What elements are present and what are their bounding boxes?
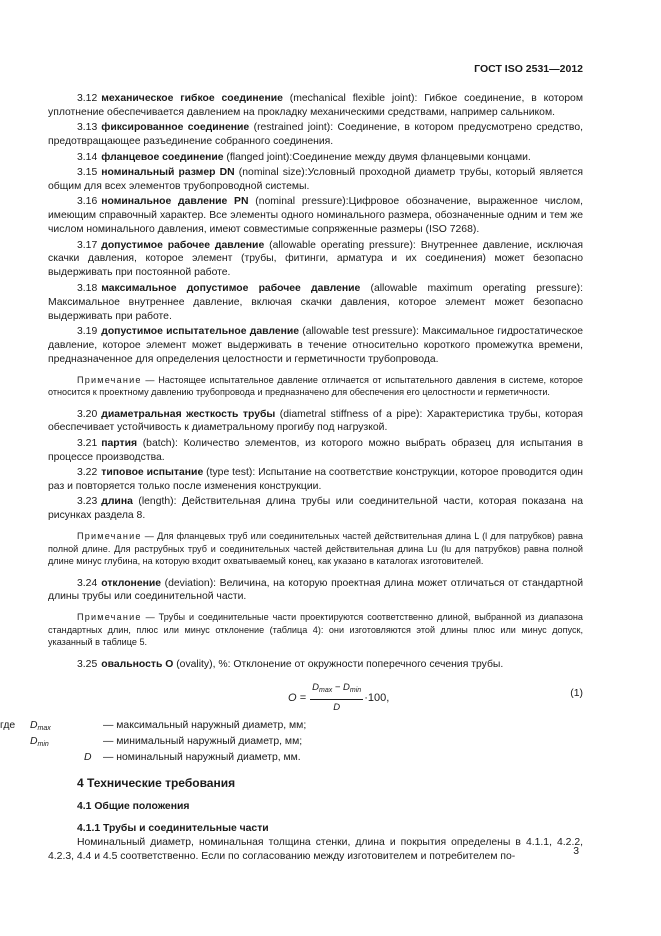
equation-number: (1) bbox=[570, 688, 583, 700]
definition-3-21 bbox=[48, 437, 583, 465]
definition-text: (type test): Испытание на соответствие конструкции, которое проводится один раз и повторяется только после изменения конструкции. bbox=[48, 467, 583, 493]
definition-number: 3.20 bbox=[77, 408, 98, 420]
note-label: Примечание bbox=[77, 374, 142, 385]
section-4-1-1-text: Номинальный диаметр, номинальная толщина стенки, длина и покрытия определены в 4.1.1, 4.2.2, 4.2.3, 4.4 и 4.5 соответственно. Если по согласованию между изготовителем и потребителем по- bbox=[48, 837, 583, 863]
definition-text: (diametral stiffness of a pipe): Характеристика трубы, которая обеспечивает устойчивость к диаметральному прогибу под нагрузкой. bbox=[48, 408, 583, 434]
formula-rhs: ·100, bbox=[364, 692, 390, 705]
definition-number: 3.17 bbox=[77, 239, 98, 251]
note-text: — Трубы и соединительные части проектируются соответственно длиной, выбранной из диапазона стандартных длин, плюс или минус отклонение (таблица 4): они изготовляются этой длины плюс или минус допуск, указанный в таблице 5. bbox=[48, 612, 583, 648]
definition-term: овальность O bbox=[101, 658, 174, 670]
symbol-description: — минимальный наружный диаметр, мм; bbox=[103, 736, 303, 748]
definition-number: 3.24 bbox=[77, 577, 98, 589]
definition-number: 3.15 bbox=[77, 167, 98, 179]
definition-term: допустимое рабочее давление bbox=[101, 239, 265, 251]
definition-3-23 bbox=[48, 495, 583, 523]
note-text: — Для фланцевых труб или соединительных частей действительная длина L (l для патрубков) равна полной длине. Для раструбных труб и соединительных частей действительная длина Lu (lu для патрубков) равна полной длине минус глубина, на которую входит охватываемый конец, как указано в каталогах изготовителей. bbox=[48, 531, 583, 567]
symbol: $D_{max}$ bbox=[30, 720, 51, 733]
definition-3-13 bbox=[48, 121, 583, 149]
definition-number: 3.14 bbox=[77, 151, 98, 163]
symbol: D bbox=[84, 752, 92, 764]
definition-text: (ovality), %: Отклонение от окружности поперечного сечения трубы. bbox=[173, 658, 504, 670]
definition-text: (mechanical flexible joint): Гибкое соединение, в котором уплотнение обеспечивается давлением на прокладку механическими средствами, например сальником. bbox=[48, 93, 583, 118]
definition-3-22 bbox=[48, 466, 583, 494]
definition-3-14 bbox=[48, 151, 583, 165]
symbol-row bbox=[0, 719, 583, 735]
definition-number: 3.23 bbox=[77, 496, 98, 508]
ovality-formula bbox=[48, 679, 583, 713]
definition-text: (length): Действительная длина трубы или соединительной части, которая показана на рисунках раздела 8. bbox=[48, 496, 583, 522]
definitions-group-2 bbox=[48, 408, 583, 524]
symbol-definitions bbox=[0, 719, 583, 767]
definition-text: (nominal pressure):Цифровое обозначение, выраженное числом, имеющим справочный характер. Все элементы одного номинального размера, обозначенные одним и тем же числом номинального давления, имеют совместимые сопряженные размеры (ISO 7268). bbox=[48, 196, 583, 236]
definition-term: длина bbox=[101, 496, 133, 508]
definition-3-24 bbox=[48, 577, 583, 605]
definition-number: 3.22 bbox=[77, 467, 98, 479]
definition-3-18 bbox=[48, 282, 583, 324]
symbol-description: — максимальный наружный диаметр, мм; bbox=[103, 720, 307, 732]
definition-term: отклонение bbox=[101, 577, 162, 589]
note-text: — Настоящее испытательное давление отличается от испытательного давления в системе, которое относится к проектному давлению трубопровода и предназначено для обеспечения его целостности и герметичности. bbox=[48, 374, 583, 398]
definition-text: (deviation): Величина, на которую проектная длина может отличаться от стандартной длины трубы или соединительной части. bbox=[48, 577, 583, 603]
where-label: где bbox=[0, 720, 16, 732]
definition-term: допустимое испытательное давление bbox=[101, 326, 300, 337]
definition-term: партия bbox=[101, 437, 138, 449]
definition-3-17 bbox=[48, 239, 583, 281]
symbol-row bbox=[30, 735, 583, 751]
standard-header: ГОСТ ISO 2531—2012 bbox=[474, 63, 583, 75]
note-1 bbox=[48, 374, 583, 399]
section-4-heading: 4 Технические требования bbox=[77, 776, 236, 791]
definition-term: номинальный размер DN bbox=[101, 167, 235, 179]
page-number: 3 bbox=[573, 846, 579, 857]
document-body bbox=[0, 92, 583, 865]
definition-number: 3.25 bbox=[77, 658, 98, 670]
note-2 bbox=[48, 530, 583, 567]
formula-numerator: $D_{max} - D_{min}$ bbox=[310, 681, 363, 700]
definition-text: (flanged joint):Соединение между двумя фланцевыми концами. bbox=[223, 151, 531, 163]
note-3 bbox=[48, 611, 583, 648]
definition-3-15 bbox=[48, 166, 583, 194]
formula-lhs: O = bbox=[288, 692, 307, 705]
symbol-row bbox=[48, 751, 583, 767]
definition-text: (allowable operating pressure): Внутреннее давление, исключая скачки давления, которое элемент (трубы, фитинги, арматура и их соединения) может безопасно выдерживать при постоянной работе. bbox=[48, 239, 583, 279]
definition-text: (restrained joint): Соединение, в котором предусмотрено средство, предотвращающее разъединение собранного соединения. bbox=[48, 122, 583, 148]
note-label: Примечание bbox=[77, 531, 142, 542]
formula-fraction bbox=[310, 681, 363, 715]
definition-term: диаметральная жесткость трубы bbox=[101, 408, 276, 420]
definition-number: 3.16 bbox=[77, 196, 98, 208]
definition-3-25 bbox=[48, 658, 583, 672]
symbol-description: — номинальный наружный диаметр, мм. bbox=[103, 752, 301, 764]
section-4-1-heading: 4.1 Общие положения bbox=[77, 801, 190, 813]
definition-term: механическое гибкое соединение bbox=[101, 93, 283, 104]
definition-text: (allowable maximum operating pressure): Максимальное внутреннее давление, включая скачки давления, которое элемент может безопасно выдерживать при работе. bbox=[48, 282, 583, 322]
definition-3-16 bbox=[48, 195, 583, 237]
definitions-group-1 bbox=[48, 92, 583, 367]
definition-number: 3.13 bbox=[77, 122, 98, 134]
definition-term: фланцевое соединение bbox=[101, 151, 224, 163]
formula-expression bbox=[288, 681, 389, 715]
definition-term: максимальное допустимое рабочее давление bbox=[101, 282, 361, 294]
definition-3-12 bbox=[48, 92, 583, 120]
definition-term: типовое испытание bbox=[101, 467, 204, 479]
section-4-1-1-heading: 4.1.1 Трубы и соединительные части bbox=[77, 823, 269, 835]
definition-number: 3.12 bbox=[77, 93, 98, 104]
definition-text: (allowable test pressure): Максимальное гидростатическое давление, которое элемент может выдерживать в течение относительно короткого промежутка времени, предназначенное для определения целостности и герметичности трубопровода. bbox=[48, 326, 583, 365]
definition-number: 3.19 bbox=[77, 326, 98, 337]
definition-term: фиксированное соединение bbox=[101, 122, 250, 134]
definition-text: (batch): Количество элементов, из которого можно выбрать образец для испытания в процессе производства. bbox=[48, 437, 583, 463]
definition-3-19 bbox=[48, 325, 583, 367]
definition-text: (nominal size):Условный проходной диаметр трубы, который является общим для всех элементов трубопроводной системы. bbox=[48, 167, 583, 192]
definition-3-20 bbox=[48, 408, 583, 436]
definition-number: 3.21 bbox=[77, 437, 98, 449]
note-label: Примечание bbox=[77, 612, 142, 623]
formula-denominator: D bbox=[333, 702, 341, 714]
symbol: $D_{min}$ bbox=[30, 736, 49, 749]
definition-number: 3.18 bbox=[77, 282, 98, 294]
definition-term: номинальное давление PN bbox=[101, 196, 249, 208]
